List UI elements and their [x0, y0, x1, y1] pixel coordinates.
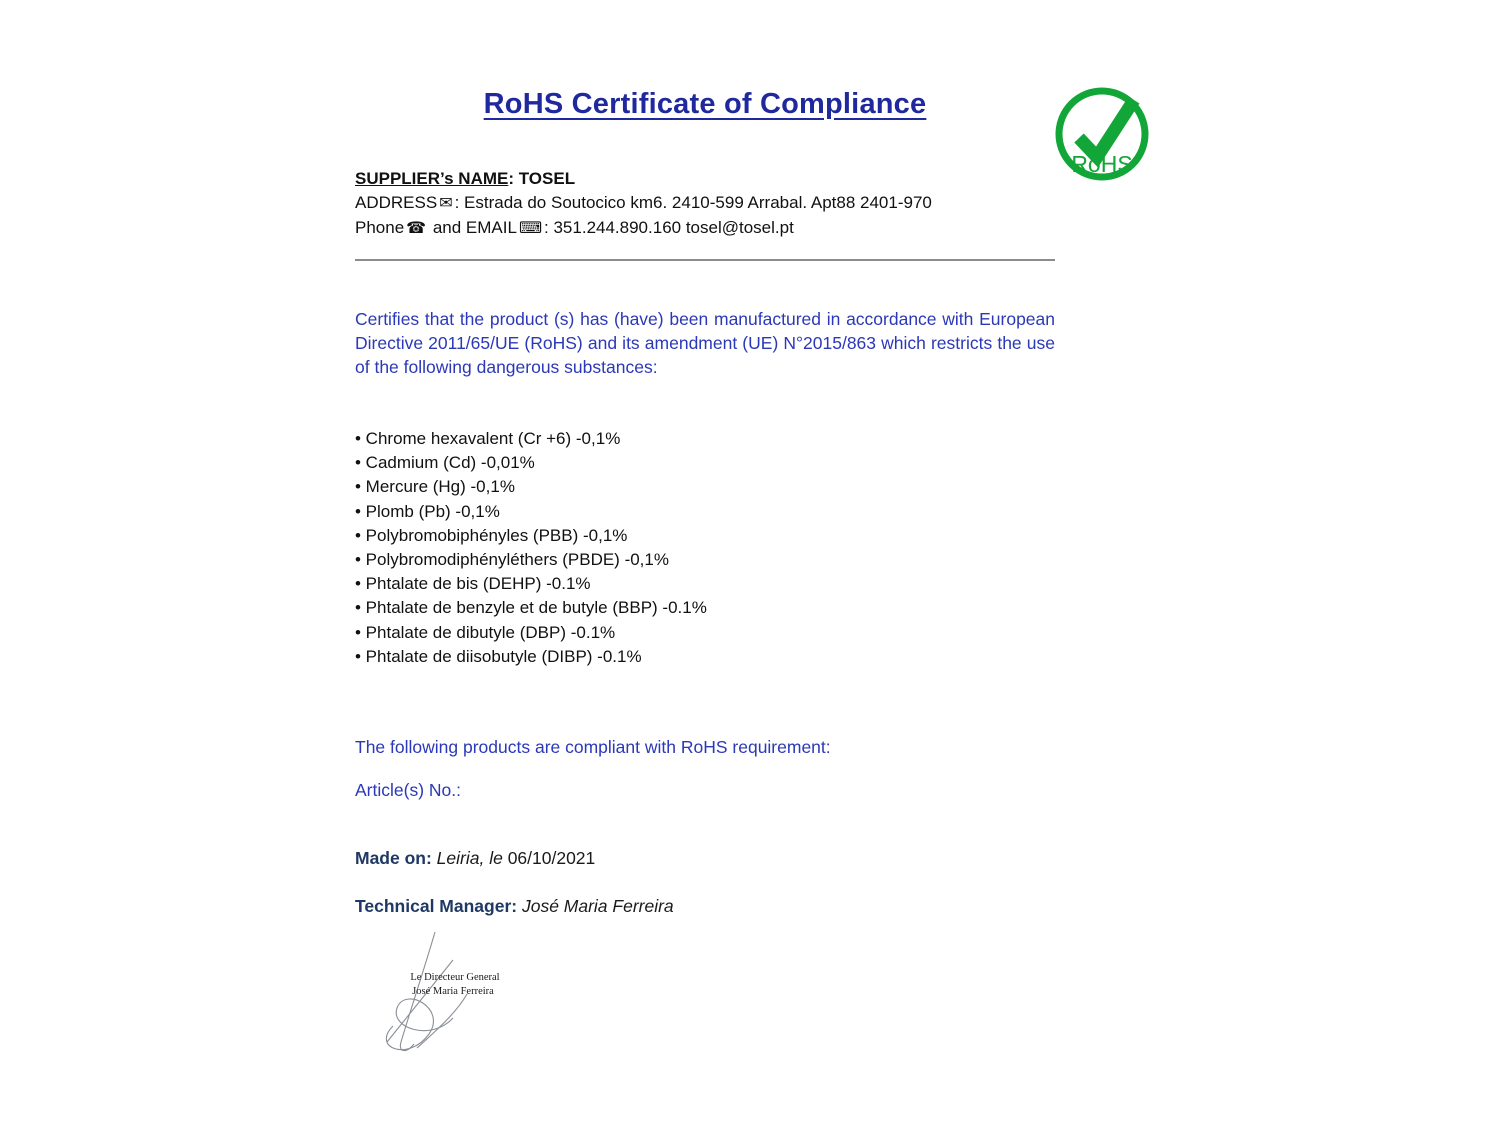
made-on-place: Leiria, le	[431, 848, 508, 869]
signature-text-line1: Le Directeur General	[410, 972, 500, 984]
substances-list	[355, 427, 1055, 669]
supplier-name-line	[355, 167, 1055, 191]
substance-item: • Polybromodiphényléthers (PBDE) -0,1%	[355, 550, 669, 570]
envelope-icon: ✉	[439, 195, 453, 212]
substance-item: • Polybromobiphényles (PBB) -0,1%	[355, 525, 628, 545]
substance-item: • Plomb (Pb) -0,1%	[355, 501, 500, 521]
signature-block	[357, 930, 1055, 1060]
computer-icon: ⌨	[518, 220, 543, 237]
certification-paragraph: Certifies that the product (s) has (have) been manufactured in accordance with European Directive 2011/65/UE (RoHS) and its amendment (UE) N°2015/863 which restricts the use of the following dangerous substances:	[355, 309, 1055, 377]
substance-item: • Phtalate de dibutyle (DBP) -0.1%	[355, 622, 616, 642]
substance-item: • Phtalate de benzyle et de butyle (BBP) -0.1%	[355, 598, 707, 618]
email-label: and EMAIL	[428, 218, 517, 237]
substance-item: • Chrome hexavalent (Cr +6) -0,1%	[355, 429, 621, 448]
phone-icon: ☎	[406, 220, 427, 237]
signature-graphic	[357, 930, 532, 1055]
technical-manager-label: Technical Manager:	[355, 896, 518, 917]
substance-item: • Mercure (Hg) -0,1%	[355, 477, 515, 497]
rohs-logo-graphic	[1052, 84, 1152, 184]
document-body	[355, 0, 1055, 1060]
technical-manager-value: José Maria Ferreira	[517, 896, 674, 917]
supplier-name-label: SUPPLIER’s NAME	[355, 169, 509, 188]
phone-label: Phone	[355, 218, 405, 237]
supplier-address-line	[355, 191, 1055, 216]
signature-text-line2: José Maria Ferreira	[412, 986, 494, 998]
address-value: : Estrada do Soutocico km6. 2410-599 Arrabal. Apt88 2401-970	[454, 193, 932, 212]
rohs-logo-label: RoHS	[1071, 151, 1133, 177]
phone-email-value: : 351.244.890.160 tosel@tosel.pt	[544, 218, 794, 237]
substance-item: • Cadmium (Cd) -0,01%	[355, 453, 535, 473]
articles-label: Article(s) No.:	[355, 780, 461, 801]
divider-line	[355, 259, 1055, 261]
made-on-date: 06/10/2021	[507, 848, 596, 869]
address-label: ADDRESS	[355, 193, 438, 212]
checkmark-icon	[1079, 100, 1134, 157]
page-title: RoHS Certificate of Compliance	[483, 88, 927, 120]
made-on-line	[355, 846, 1055, 870]
supplier-block	[355, 167, 1055, 241]
compliance-statement: The following products are compliant with RoHS requirement:	[355, 737, 831, 758]
made-on-label: Made on:	[355, 848, 432, 869]
technical-manager-line	[355, 894, 1055, 918]
substance-item: • Phtalate de diisobutyle (DIBP) -0.1%	[355, 646, 642, 666]
supplier-contact-line	[355, 216, 1055, 241]
rohs-logo	[1052, 84, 1152, 184]
supplier-name-value: : TOSEL	[508, 169, 576, 188]
substance-item: • Phtalate de bis (DEHP) -0.1%	[355, 574, 591, 594]
